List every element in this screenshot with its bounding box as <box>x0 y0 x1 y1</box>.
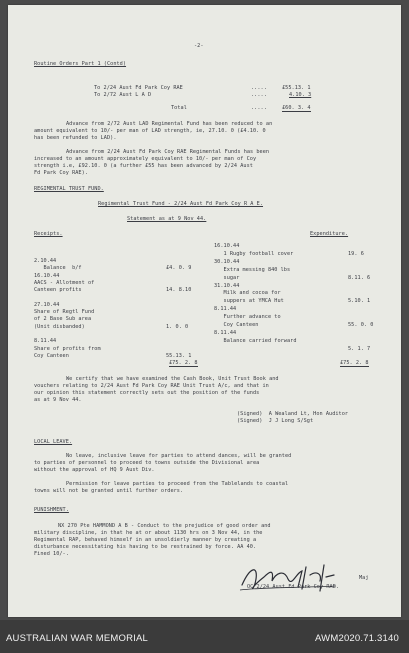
certify-line-3: our opinion this statement correctly sets out the position of the funds <box>34 390 260 396</box>
expenditure-entry-text: 30.10.44 <box>214 258 240 265</box>
expenditure-total: £75. 2. 8 <box>340 360 369 366</box>
punishment-line-4: disturbance necessitating his having to be restrained by force. AA 40. <box>34 544 257 550</box>
archive-footer <box>0 620 409 653</box>
routine-para-2-line-1: Advance from 2/24 Aust Fd Park Coy RAE Regimental Funds has been <box>66 149 270 155</box>
receipt-entry-text: Share of profits from <box>34 345 101 352</box>
routine-to-dots-1: ..... <box>251 85 267 91</box>
routine-total-label: Total <box>171 105 187 111</box>
certify-line-4: as at 9 Nov 44. <box>34 397 82 403</box>
expenditure-entry-text: 8.11.44 <box>214 329 237 336</box>
expenditure-entry-text: Balance carried forward <box>214 337 297 344</box>
routine-to-amount-2: 4.10. 3 <box>289 92 312 98</box>
expenditure-entry-amount: 8.11. 6 <box>348 274 371 281</box>
receipt-entry-text: AACS - Allotment of <box>34 279 95 286</box>
expenditure-entry-amount: 55. 0. 0 <box>348 322 374 328</box>
routine-total-amount: £60. 3. 4 <box>282 105 311 111</box>
expenditure-entry-text: suppers at YMCA Hut <box>214 298 284 305</box>
punishment-line-1: NX 270 Pte HAMMOND A B - Conduct to the prejudice of good order and <box>58 523 271 529</box>
receipt-entry-text: 8.11.44 <box>34 338 57 345</box>
leave-para-2-line-1: Permission for leave parties to proceed from the Tablelands to coastal <box>66 481 289 487</box>
document-page <box>8 5 401 617</box>
expenditure-entry-text: Coy Canteen <box>214 322 259 328</box>
expenditure-entry-text: Extra messing 840 lbs <box>214 266 291 273</box>
section-heading-punishment: PUNISHMENT. <box>34 507 69 513</box>
receipt-entry-text: 27.10.44 <box>34 301 60 308</box>
receipt-entry-amount: 55.13. 1 <box>166 352 192 359</box>
receipt-entry-text: (Unit disbanded) <box>34 323 85 330</box>
signed-auditor: (Signed) A Wealand Lt, Hon Auditor <box>237 411 349 417</box>
receipt-entry-amount: 1. 0. 0 <box>166 323 189 330</box>
expenditure-entry-amount: 5.10. 1 <box>348 298 371 305</box>
signature-rank: Maj <box>359 575 369 581</box>
expenditure-entry-text: Milk and cocoa for <box>214 290 281 297</box>
routine-to-label-1: To 2/24 Aust Fd Park Coy RAE <box>94 85 183 91</box>
receipt-entry-text: 16.10.44 <box>34 272 60 279</box>
routine-total-dots: ..... <box>251 105 267 111</box>
section-heading-local-leave: LOCAL LEAVE. <box>34 439 73 445</box>
expenditure-entry-text: 8.11.44 <box>214 306 237 313</box>
leave-para-1-line-3: without the approval of HQ 9 Aust Div. <box>34 467 155 473</box>
routine-para-2-line-3: strength i.e, £92.10. 0 (a further £55 has been advanced by 2/24 Aust <box>34 163 253 169</box>
routine-para-2-line-2: increased to an amount approximately equivalent to 10/- per man of Coy <box>34 156 257 162</box>
expenditure-entry-amount: 19. 6 <box>348 250 364 257</box>
signature-unit: OC 2/24 Aust Fd Park Coy RAE. <box>247 584 340 590</box>
footer-institution: AUSTRALIAN WAR MEMORIAL <box>6 633 149 644</box>
receipt-entry-text: of 2 Base Sub area <box>34 316 92 323</box>
certify-line-1: We certify that we have examined the Cash Book, Unit Trust Book and <box>66 376 279 382</box>
leave-para-2-line-2: towns will not be granted until further orders. <box>34 488 184 494</box>
expenditure-entry-text: 31.10.44 <box>214 282 240 289</box>
receipts-heading: Receipts. <box>34 231 63 237</box>
expenditure-heading: Expenditure. <box>310 231 349 237</box>
section-heading-trust-fund: REGIMENTAL TRUST FUND. <box>34 186 104 192</box>
routine-to-dots-2: ..... <box>251 92 267 98</box>
routine-to-label-2: To 2/72 Aust L A D <box>94 92 152 98</box>
receipt-entry-text: Canteen profits <box>34 287 82 294</box>
receipt-entry-amount: £4. 0. 9 <box>166 265 192 272</box>
certify-line-2: vouchers relating to 2/24 Aust Fd Park Coy RAE Unit Trust A/c, and that in <box>34 383 269 389</box>
routine-para-1-line-3: has been refunded to LAD). <box>34 135 117 141</box>
leave-para-1-line-1: No leave, inclusive leave for parties to attend dances, will be granted <box>66 453 292 459</box>
receipt-entry-text: Coy Canteen <box>34 352 69 359</box>
expenditure-entry-amount: 5. 1. 7 <box>348 345 371 352</box>
trust-statement-date: Statement as at 9 Nov 44. <box>127 216 207 222</box>
page-number: -2- <box>194 43 204 49</box>
receipt-entry-text: 2.10.44 <box>34 258 57 264</box>
routine-to-amount-1: £55.13. 1 <box>282 85 311 91</box>
receipt-entry-amount: 14. 8.10 <box>166 287 192 294</box>
receipt-entry-text: Share of Regtl Fund <box>34 309 95 316</box>
trust-fund-title: Regimental Trust Fund - 2/24 Aust Fd Park Coy R A E. <box>98 201 264 207</box>
expenditure-entry-text: 1 Rugby football cover <box>214 250 294 257</box>
footer-accession-number: AWM2020.71.3140 <box>315 633 399 644</box>
punishment-line-2: military discipline, in that he at or about 1130 hrs on 3 Nov 44, in the <box>34 530 263 536</box>
expenditure-entry-text: sugar <box>214 274 240 281</box>
section-heading-routine-orders: Routine Orders Part 1 (Contd) <box>34 61 127 67</box>
receipt-entry-text: Balance b/f <box>34 265 82 272</box>
routine-para-1-line-1: Advance from 2/72 Aust LAD Regimental Fund has been reduced to an <box>66 121 273 127</box>
punishment-line-5: Fined 10/-. <box>34 551 69 557</box>
expenditure-entry-text: 16.10.44 <box>214 243 240 249</box>
routine-para-1-line-2: amount equivalent to 10/- per man of LAD strength, ie, 27.10. 0 (£4.10. 0 <box>34 128 266 134</box>
routine-para-2-line-4: Fd Park Coy RAE). <box>34 170 88 176</box>
receipts-total: £75. 2. 8 <box>169 360 198 366</box>
leave-para-1-line-2: to parties of personnel to proceed to towns outside the Divisional area <box>34 460 260 466</box>
punishment-line-3: Regimental RAP, behaved himself in an unsoldierly manner by creating a <box>34 537 257 543</box>
expenditure-entry-text: Further advance to <box>214 314 281 321</box>
signed-sergeant: (Signed) J J Long S/Sgt <box>237 418 314 424</box>
